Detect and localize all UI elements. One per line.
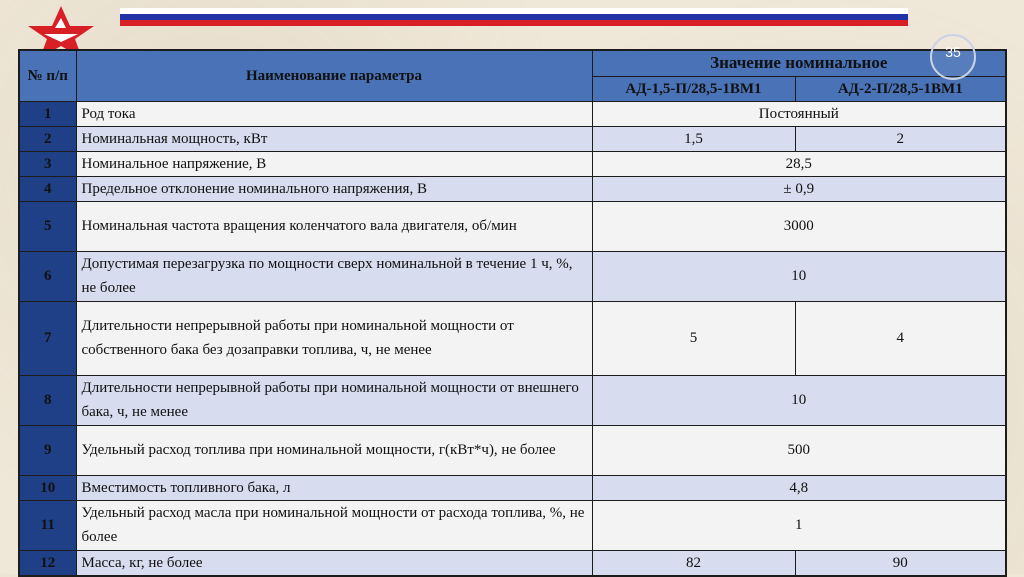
- parameter-name: Удельный расход масла при номинальной мощности от расхода топлива, %, не более: [76, 500, 592, 550]
- table-row: [19, 176, 1006, 201]
- row-number: 6: [19, 251, 76, 301]
- parameter-value: 10: [592, 375, 1006, 425]
- parameter-value: 28,5: [592, 151, 1006, 176]
- row-number: 5: [19, 201, 76, 251]
- row-number: 1: [19, 101, 76, 126]
- table-row: [19, 375, 1006, 425]
- table-row: [19, 251, 1006, 301]
- parameter-value-model-1: 5: [592, 301, 795, 375]
- parameter-value-model-2: 4: [795, 301, 1006, 375]
- row-number: 10: [19, 475, 76, 500]
- table-row: [19, 201, 1006, 251]
- table-row: [19, 425, 1006, 475]
- parameter-name: Номинальная частота вращения коленчатого вала двигателя, об/мин: [76, 201, 592, 251]
- table-row: [19, 550, 1006, 576]
- parameter-value-model-1: 82: [592, 550, 795, 576]
- header-nominal-value: Значение номинальное: [592, 50, 1006, 76]
- parameter-name: Масса, кг, не более: [76, 550, 592, 576]
- row-number: 7: [19, 301, 76, 375]
- row-number: 2: [19, 126, 76, 151]
- parameter-value: Постоянный: [592, 101, 1006, 126]
- parameter-value: 500: [592, 425, 1006, 475]
- table-row: [19, 301, 1006, 375]
- parameter-value: 4,8: [592, 475, 1006, 500]
- parameter-name: Вместимость топливного бака, л: [76, 475, 592, 500]
- parameter-value: 10: [592, 251, 1006, 301]
- row-number: 11: [19, 500, 76, 550]
- parameter-value-model-2: 2: [795, 126, 1006, 151]
- header-model-1: АД-1,5-П/28,5-1ВМ1: [592, 76, 795, 101]
- page-number-badge: 35: [930, 34, 976, 80]
- parameter-value: 3000: [592, 201, 1006, 251]
- header-model-2: АД-2-П/28,5-1ВМ1: [795, 76, 1006, 101]
- parameter-value-model-1: 1,5: [592, 126, 795, 151]
- table-row: [19, 126, 1006, 151]
- row-number: 9: [19, 425, 76, 475]
- parameters-table: [18, 49, 1007, 577]
- parameter-name: Номинальная мощность, кВт: [76, 126, 592, 151]
- parameter-name: Длительности непрерывной работы при номинальной мощности от собственного бака без дозаправки топлива, ч, не менее: [76, 301, 592, 375]
- flag-red-stripe: [120, 20, 908, 26]
- russian-flag-stripe: [120, 8, 908, 26]
- parameter-name: Род тока: [76, 101, 592, 126]
- table-row: [19, 151, 1006, 176]
- parameter-value: ± 0,9: [592, 176, 1006, 201]
- row-number: 4: [19, 176, 76, 201]
- parameter-name: Допустимая перезагрузка по мощности сверх номинальной в течение 1 ч, %, не более: [76, 251, 592, 301]
- header-number: № п/п: [19, 50, 76, 101]
- parameter-name: Номинальное напряжение, В: [76, 151, 592, 176]
- parameter-value-model-2: 90: [795, 550, 1006, 576]
- row-number: 12: [19, 550, 76, 576]
- parameter-name: Длительности непрерывной работы при номинальной мощности от внешнего бака, ч, не менее: [76, 375, 592, 425]
- parameter-name: Предельное отклонение номинального напряжения, В: [76, 176, 592, 201]
- table-row: [19, 101, 1006, 126]
- table-row: [19, 475, 1006, 500]
- parameter-value: 1: [592, 500, 1006, 550]
- parameter-name: Удельный расход топлива при номинальной мощности, г(кВт*ч), не более: [76, 425, 592, 475]
- row-number: 3: [19, 151, 76, 176]
- header-parameter-name: Наименование параметра: [76, 50, 592, 101]
- row-number: 8: [19, 375, 76, 425]
- table-row: [19, 500, 1006, 550]
